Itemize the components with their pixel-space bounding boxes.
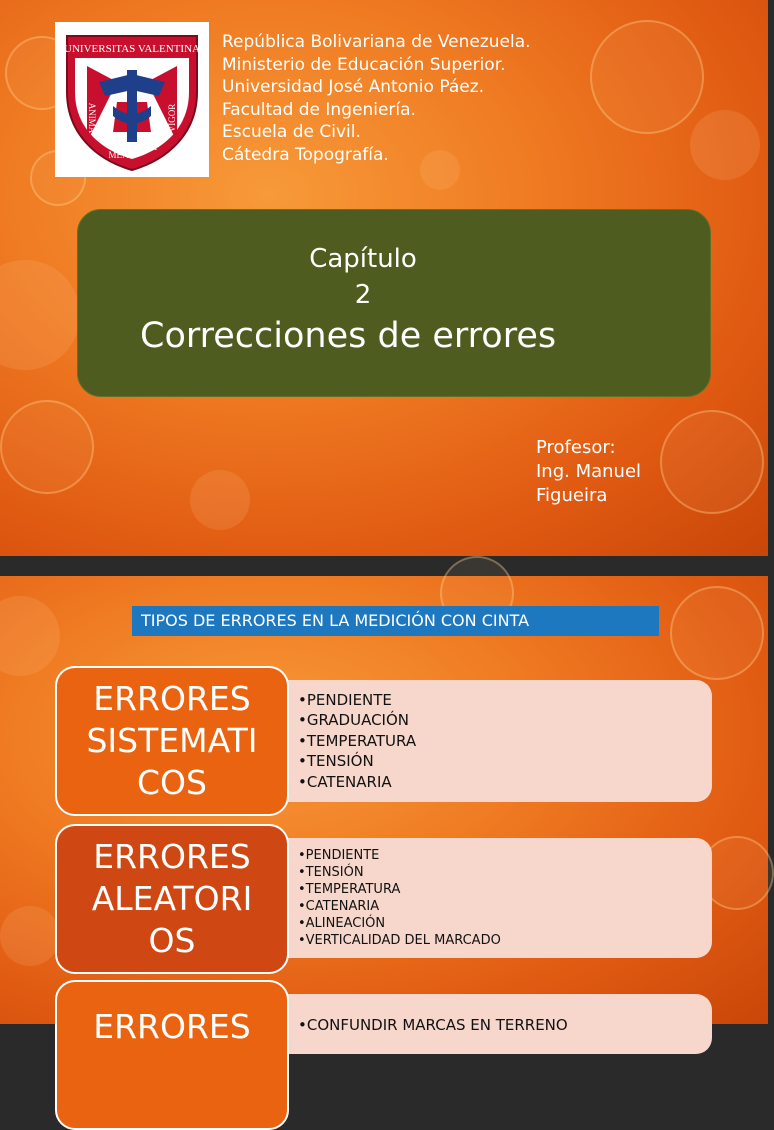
list-item: •TEMPERATURA — [298, 731, 417, 750]
university-logo — [55, 22, 209, 177]
category-random-errors — [55, 824, 289, 974]
list-item: •CATENARIA — [298, 899, 380, 914]
list-item: •CONFUNDIR MARCAS EN TERRENO — [298, 1016, 568, 1034]
institution-header — [222, 31, 531, 167]
header-line: Universidad José Antonio Páez. — [222, 77, 485, 98]
logo-motto-left: ANIMA — [87, 102, 97, 134]
chapter-label: Capítulo — [309, 244, 417, 274]
category-mistakes — [55, 980, 289, 1130]
error-types-slide — [0, 576, 768, 1046]
category-systematic-errors — [55, 666, 289, 816]
detail-box-random — [270, 838, 712, 958]
detail-list — [270, 690, 416, 793]
header-line: Facultad de Ingeniería. — [222, 99, 416, 120]
detail-list — [270, 1015, 568, 1035]
category-label-line: ERRORES — [93, 679, 251, 718]
professor-line: Figueira — [536, 485, 608, 506]
list-item: •VERTICALIDAD DEL MARCADO — [298, 933, 501, 948]
professor-line: Profesor: — [536, 437, 616, 458]
logo-motto-right: VIGOR — [167, 103, 177, 133]
list-item: •GRADUACIÓN — [298, 711, 409, 730]
category-label-line: ERRORES — [93, 837, 251, 876]
professor-info — [536, 436, 641, 508]
list-item: •PENDIENTE — [298, 690, 392, 709]
chapter-number: 2 — [354, 280, 372, 310]
list-item: •TENSIÓN — [298, 865, 364, 880]
header-line: República Bolivariana de Venezuela. — [222, 32, 531, 52]
logo-motto-top: UNIVERSITAS VALENTINA — [64, 43, 200, 55]
category-label-line: COS — [137, 763, 207, 802]
detail-box-systematic — [270, 680, 712, 802]
chapter-title-box — [77, 209, 711, 397]
title-slide — [0, 0, 768, 556]
university-crest-icon — [55, 22, 209, 177]
category-label-line: ALEATORI — [91, 879, 253, 918]
category-label-line: OS — [148, 921, 196, 960]
chapter-title: Correcciones de errores — [140, 316, 557, 356]
header-line: Escuela de Civil. — [222, 122, 361, 143]
list-item: •ALINEACIÓN — [298, 916, 386, 931]
list-item: •CATENARIA — [298, 772, 392, 791]
list-item: •PENDIENTE — [298, 848, 380, 863]
detail-box-mistakes — [270, 994, 712, 1054]
category-label-line: ERRORES — [93, 1007, 251, 1046]
detail-list — [270, 847, 501, 949]
professor-line: Ing. Manuel — [536, 461, 642, 482]
header-line: Cátedra Topografía. — [222, 144, 389, 165]
list-item: •TEMPERATURA — [298, 882, 401, 897]
header-line: Ministerio de Educación Superior. — [222, 54, 506, 75]
list-item: •TENSIÓN — [298, 752, 374, 771]
logo-motto-bottom-left: MENS — [108, 150, 134, 160]
logo-motto-bottom-right: ET — [147, 142, 159, 152]
slide-title: TIPOS DE ERRORES EN LA MEDICIÓN CON CINTA — [132, 606, 659, 636]
category-label-line: SISTEMATI — [86, 721, 258, 760]
